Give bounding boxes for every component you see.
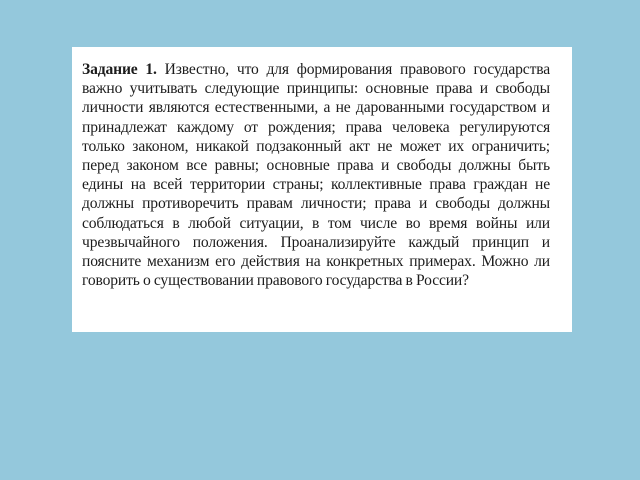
task-card (72, 47, 572, 332)
task-label: Задание 1. (82, 61, 157, 78)
task-body: Известно, что для формирования правового государства важно учитывать следующие принципы: основные права и свободы личности являются естественными, а не дарованными государством и принадлежат каждому от рождения; права человека регулируются только законом, никакой подзаконный акт не может их ограничить; перед законом все равны; основные права и свободы должны быть едины на всей территории страны; коллективные права граждан не должны противоречить правам личности; права и свободы должны соблюдаться в любой ситуации, в том числе во время войны или чрезвычайного положения. Проанализируйте каждый принцип и поясните механизм его действия на конкретных примерах. Можно ли говорить о существовании правового государства в России? (82, 61, 551, 290)
task-paragraph (82, 60, 550, 290)
